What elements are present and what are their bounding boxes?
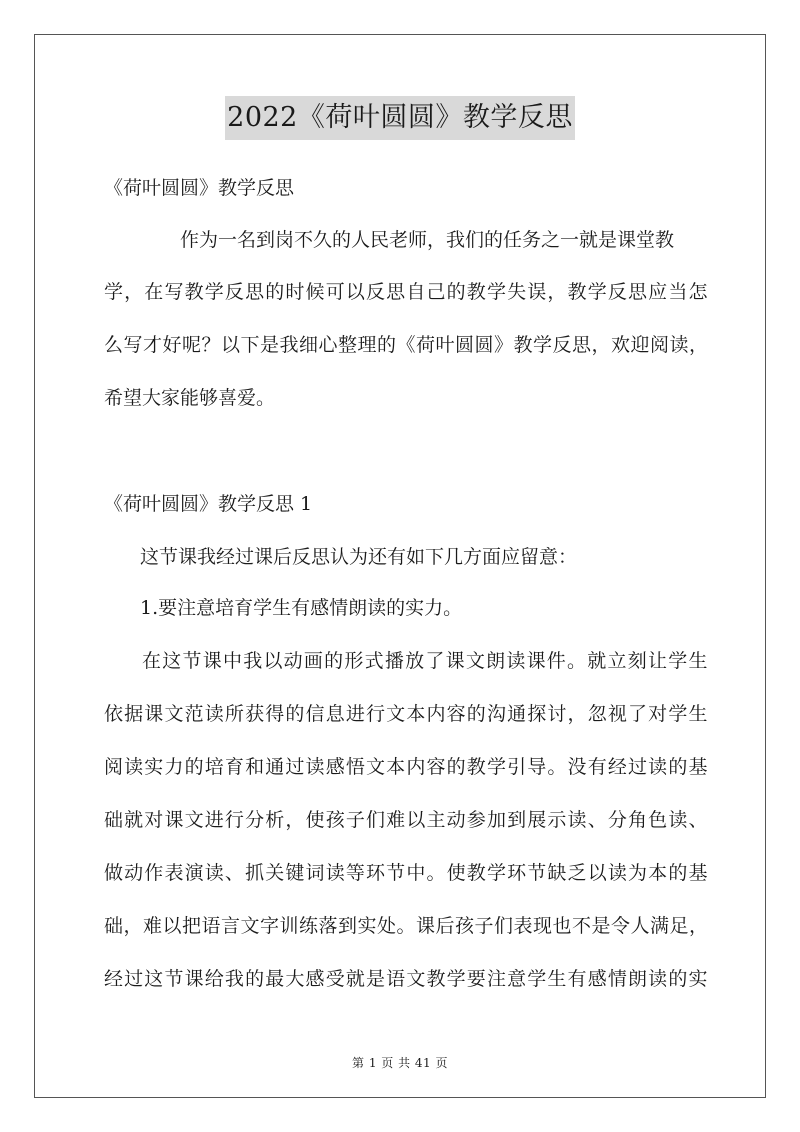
document-title: 2022《荷叶圆圆》教学反思 [225,96,575,140]
body-line-4: 础就对课文进行分析，使孩子们难以主动参加到展示读、分角色读、 [104,809,708,831]
body-line-3: 阅读实力的培育和通过读感悟文本内容的教学引导。没有经过读的基 [104,756,708,778]
body-line-2: 依据课文范读所获得的信息进行文本内容的沟通探讨，忽视了对学生 [104,703,708,725]
body-line-6: 础，难以把语言文字训练落到实处。课后孩子们表现也不是令人满足， [104,915,709,937]
intro-line-3: 么写才好呢？以下是我细心整理的《荷叶圆圆》教学反思，欢迎阅读， [104,334,709,356]
body-line-7: 经过这节课给我的最大感受就是语文教学要注意学生有感情朗读的实 [104,968,708,990]
page-footer: 第 1 页 共 41 页 [352,1056,448,1070]
intro-line-4: 希望大家能够喜爱。 [104,387,276,409]
body-line-5: 做动作表演读、抓关键词读等环节中。使教学环节缺乏以读为本的基 [104,862,708,884]
section-intro: 这节课我经过课后反思认为还有如下几方面应留意： [140,546,578,568]
intro-line-1: 作为一名到岗不久的人民老师，我们的任务之一就是课堂教 [180,229,675,251]
body-line-1: 在这节课中我以动画的形式播放了课文朗读课件。就立刻让学生 [142,650,708,672]
intro-line-2: 学，在写教学反思的时候可以反思自己的教学失误，教学反思应当怎 [104,281,708,303]
section-heading: 《荷叶圆圆》教学反思 1 [104,493,313,515]
title-wrap [0,96,800,140]
point-1: 1.要注意培育学生有感情朗读的实力。 [140,597,463,619]
document-subtitle: 《荷叶圆圆》教学反思 [104,177,295,199]
